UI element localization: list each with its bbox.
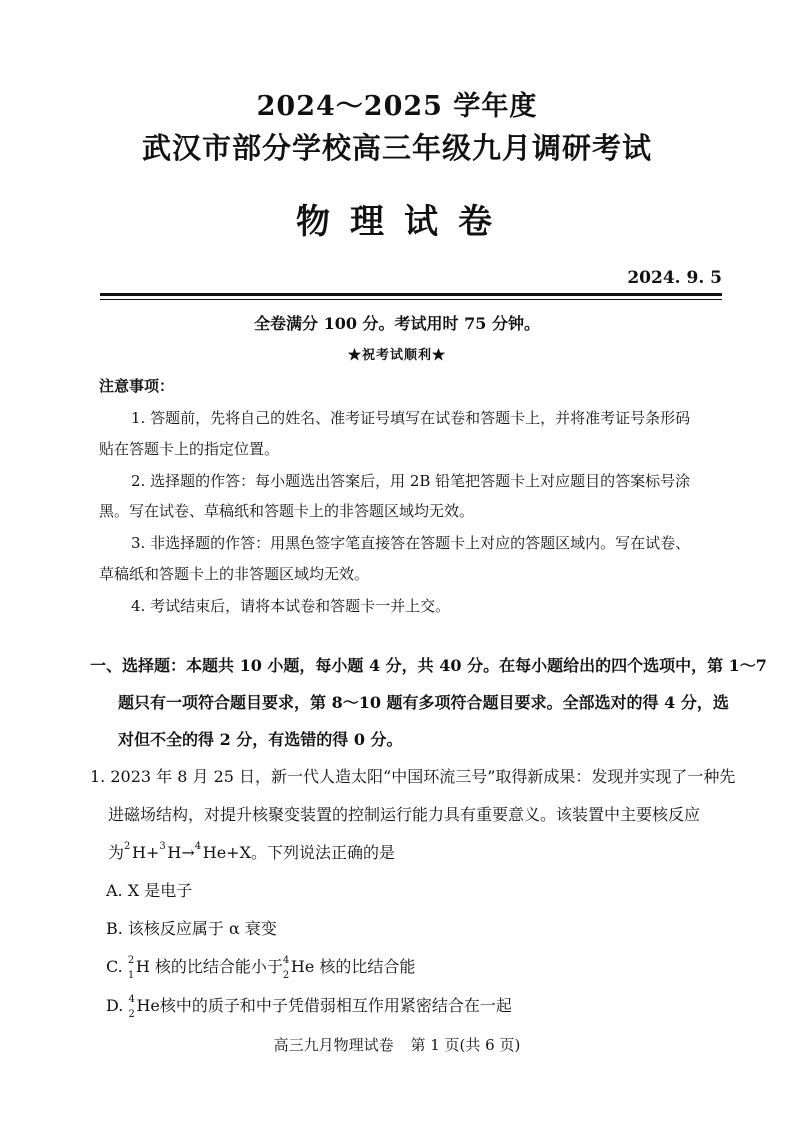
nuclide-symbol: H — [135, 957, 150, 976]
question-1-option-d — [106, 994, 512, 1020]
nuclide-mass-number: 4 — [282, 955, 290, 966]
nuclide-symbol: He — [136, 996, 160, 1015]
exam-subject: 物理试卷 — [296, 202, 512, 242]
reaction-prefix: 为 — [108, 843, 125, 862]
notice-item-1-line-1: 1. 答题前，先将自己的姓名、准考证号填写在试卷和答题卡上，并将准考证号条形码 — [131, 409, 691, 427]
nuclide-mass-number: 2 — [124, 841, 131, 852]
section-1-instructions-line-1: 一、选择题：本题共 10 小题，每小题 4 分，共 40 分。在每小题给出的四个选项中，第 1～7 — [90, 656, 767, 675]
nuclide-deuterium — [127, 955, 150, 981]
reaction-suffix: +X。下列说法正确的是 — [226, 843, 395, 862]
footer-title: 高三九月物理试卷 — [273, 1036, 394, 1054]
notice-item-3-line-1: 3. 非选择题的作答：用黑色签字笔直接答在答题卡上对应的答题区域内。写在试卷、 — [131, 534, 691, 552]
nuclide-mass-number: 4 — [128, 994, 135, 1005]
notice-item-2-line-1: 2. 选择题的作答：每小题选出答案后，用 2B 铅笔把答题卡上对应题目的答案标号涂 — [131, 472, 691, 490]
nuclide-charge-number: 1 — [127, 970, 135, 981]
option-label: C. — [106, 957, 128, 976]
exam-title: 武汉市部分学校高三年级九月调研考试 — [141, 131, 652, 165]
nuclide-helium — [282, 955, 315, 981]
notice-item-1-line-2: 贴在答题卡上的指定位置。 — [99, 440, 280, 458]
nuclide-symbol: H — [167, 843, 182, 862]
question-1-line-2: 进磁场结构，对提升核聚变装置的控制运行能力具有重要意义。该装置中主要核反应 — [108, 805, 701, 824]
nuclide-mass-number: 3 — [159, 841, 166, 852]
notice-item-2-line-2: 黑。写在试卷、草稿纸和答题卡上的非答题区域均无效。 — [99, 502, 475, 520]
notice-item-4: 4. 考试结束后，请将本试卷和答题卡一并上交。 — [131, 597, 451, 615]
good-luck-banner: ★祝考试顺利★ — [347, 348, 446, 363]
option-text: 核中的质子和中子凭借弱相互作用紧密结合在一起 — [159, 996, 512, 1015]
page-footer — [0, 1034, 794, 1055]
option-text: 核的比结合能 — [314, 957, 416, 976]
header-rule-thin — [100, 299, 722, 300]
plus-sign: + — [145, 843, 160, 862]
notice-heading: 注意事项： — [99, 377, 175, 395]
notice-item-3-line-2: 草稿纸和答题卡上的非答题区域均无效。 — [99, 565, 370, 583]
question-1-line-3 — [108, 843, 395, 863]
option-text: 核的比结合能小于 — [149, 957, 283, 976]
nuclide-symbol: He — [290, 957, 315, 976]
nuclide-helium — [128, 994, 160, 1020]
reaction-arrow: → — [181, 843, 195, 862]
nuclide-tritium — [159, 843, 181, 863]
nuclide-deuterium — [124, 843, 146, 863]
exam-date: 2024. 9. 5 — [627, 268, 722, 288]
nuclide-symbol: He — [202, 843, 227, 862]
nuclide-charge-number: 2 — [128, 1009, 135, 1020]
nuclide-symbol: H — [132, 843, 146, 862]
score-info: 全卷满分 100 分。考试用时 75 分钟。 — [254, 314, 540, 333]
nuclide-charge-number: 2 — [282, 970, 290, 981]
section-1-instructions-line-3: 对但不全的得 2 分，有选错的得 0 分。 — [118, 730, 403, 749]
header-rule-thick — [100, 293, 722, 296]
option-label: D. — [106, 996, 129, 1015]
nuclide-helium — [195, 843, 226, 863]
question-1-option-b: B. 该核反应属于 α 衰变 — [106, 919, 277, 938]
question-1-option-a: A. X 是电子 — [106, 881, 193, 900]
nuclide-mass-number: 4 — [194, 841, 202, 852]
section-1-instructions-line-2: 题只有一项符合题目要求，第 8～10 题有多项符合题目要求。全部选对的得 4 分，选 — [118, 693, 729, 712]
exam-year: 2024～2025 学年度 — [256, 91, 538, 122]
question-1-option-c — [106, 955, 416, 981]
nuclide-mass-number: 2 — [127, 955, 135, 966]
question-1-line-1: 1. 2023 年 8 月 25 日，新一代人造太阳“中国环流三号”取得新成果：发现并实现了一种先 — [90, 767, 736, 786]
page-number: 第 1 页(共 6 页) — [410, 1036, 521, 1054]
